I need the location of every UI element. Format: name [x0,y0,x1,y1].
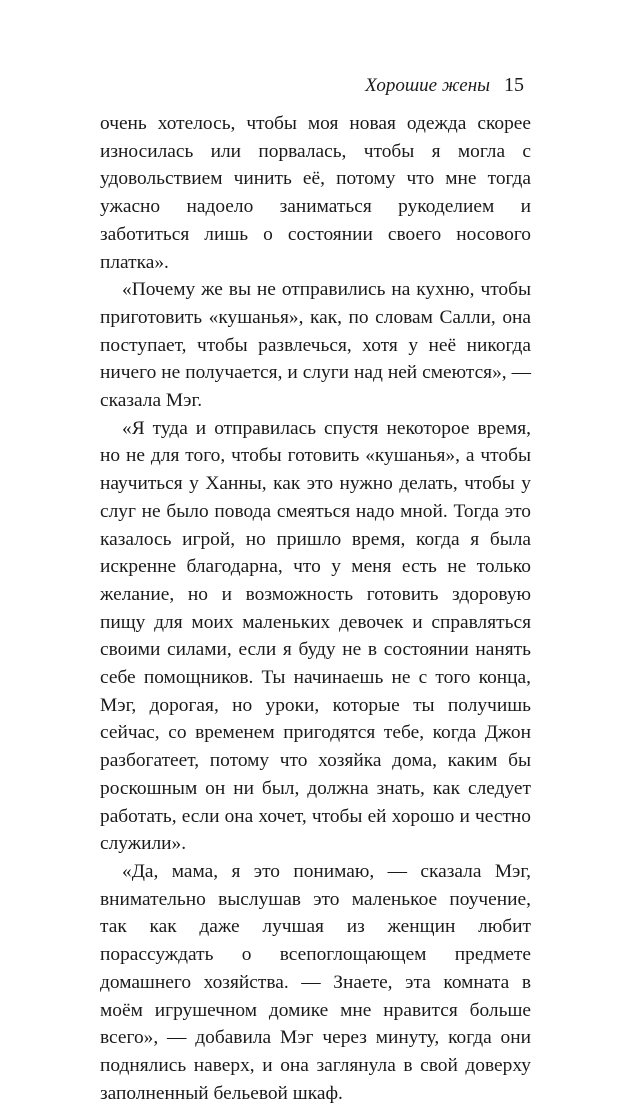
book-title: Хорошие жены [365,75,490,96]
paragraph-2: «Почему же вы не отправились на кухню, чтобы приготовить «кушанья», как, по словам Салли, она поступает, чтобы развлечься, хотя у неё никогда ничего не получается, и слуги над ней смеются», — сказала Мэг. [100,279,531,412]
paragraph-3: «Я туда и отправилась спустя некоторое время, но не для того, чтобы готовить «кушанья», а чтобы научиться у Ханны, как это нужно делать, чтобы у слуг не было повода смеяться надо мной. Тогда это казалось игрой, но пришло время, когда я была искренне благодарна, что у меня есть не только желание, но и возможность готовить здоровую пищу для моих маленьких девочек и справляться своими силами, если я буду не в состоянии нанять себе помощников. Ты начинаешь не с того конца, Мэг, дорогая, но уроки, которые ты получишь сейчас, со временем пригодятся тебе, когда Джон разбогатеет, потому что хозяйка дома, каким бы роскошным он ни был, должна знать, как следует работать, если она хочет, чтобы ей хорошо и честно служили». [100,417,531,855]
page-number: 15 [504,74,524,96]
running-head [365,74,524,97]
paragraph-4: «Да, мама, я это понимаю, — сказала Мэг, внимательно выслушав это маленькое поучение, так как даже лучшая из женщин любит порассуждать о всепоглощающем предмете домашнего хозяйства. — Знаете, эта комната в моём игрушечном домике мне нравится больше всего», — добавила Мэг через минуту, когда они поднялись наверх, и она заглянула в свой доверху заполненный бельевой шкаф. [100,860,531,1104]
paragraph-1: очень хотелось, чтобы моя новая одежда скорее износилась или порвалась, чтобы я могла с удовольствием чинить её, потому что мне тогда ужасно надоело заниматься рукоделием и заботиться лишь о состоянии своего носового платка». [100,113,531,273]
body-text [100,110,531,1107]
